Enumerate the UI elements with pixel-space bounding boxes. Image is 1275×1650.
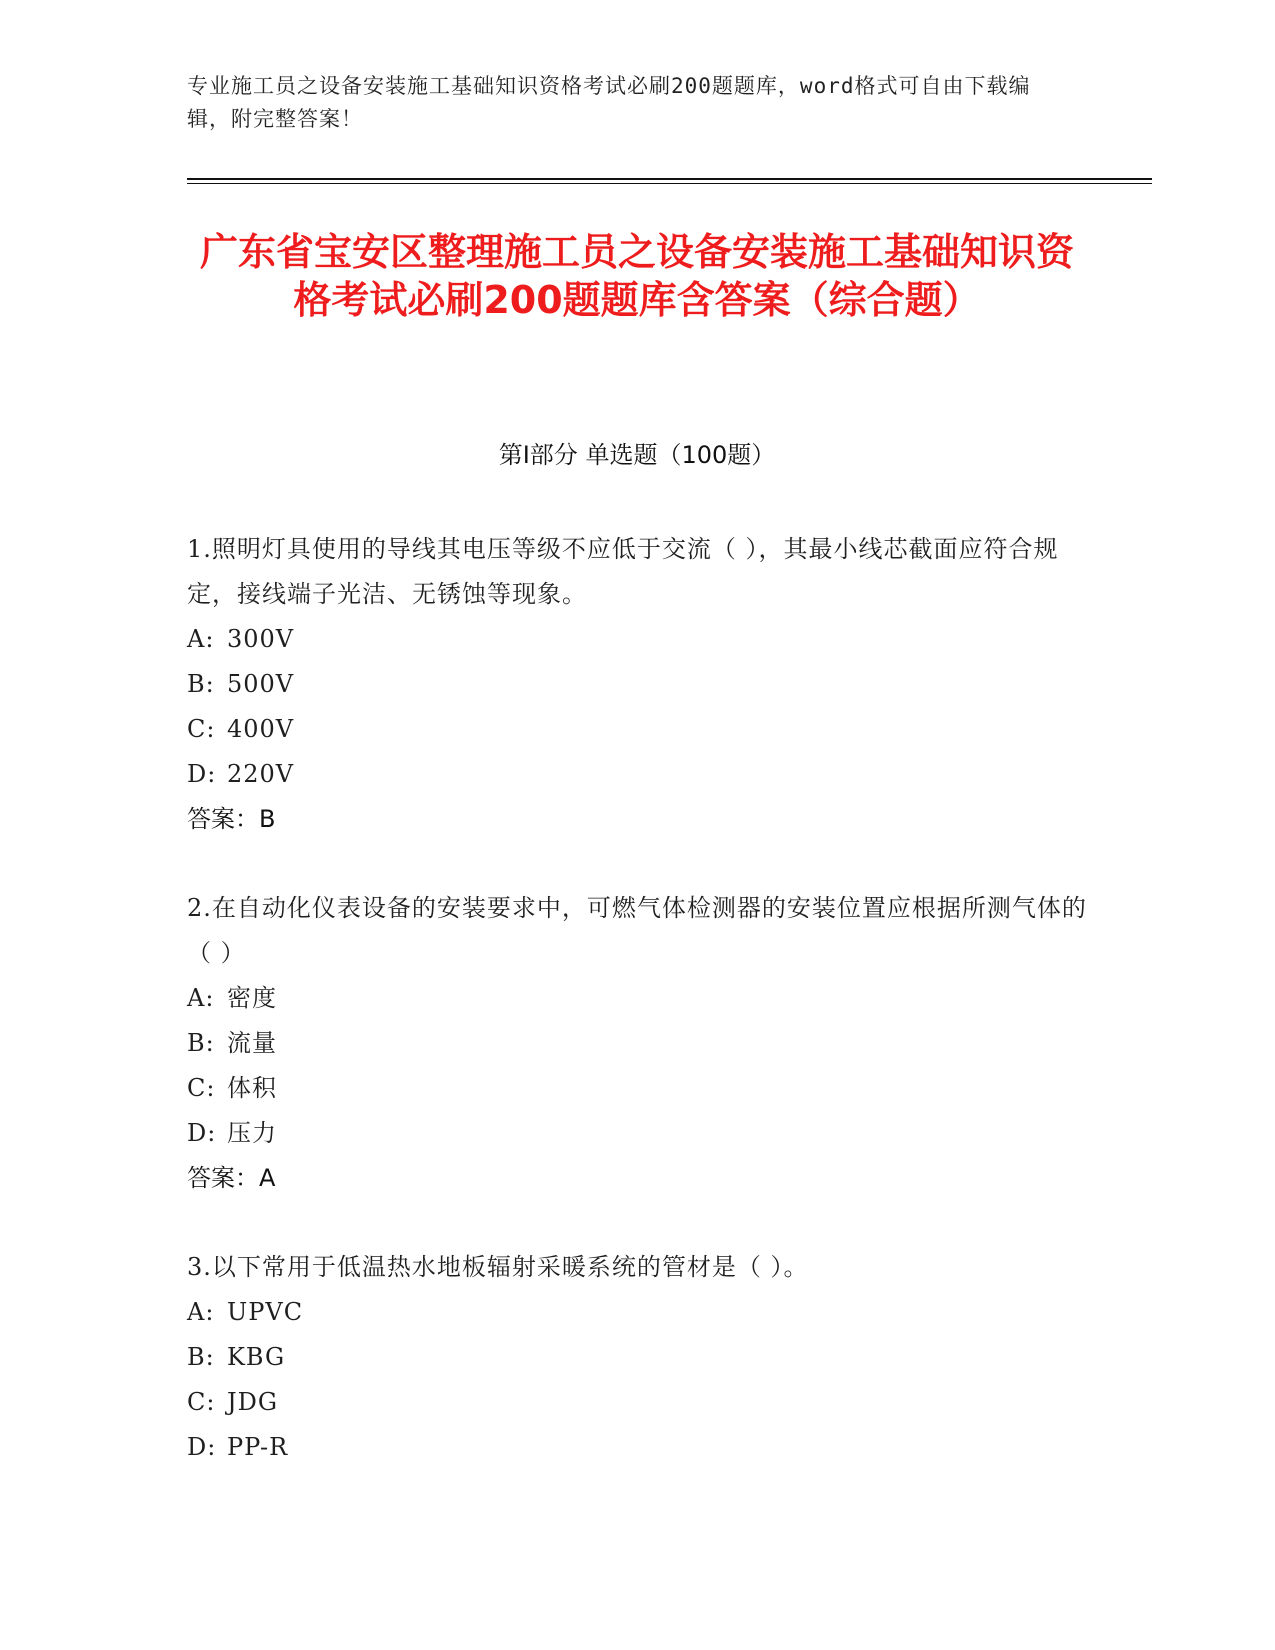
option-key: D: (187, 1119, 217, 1147)
option-value: 500V (227, 670, 295, 698)
question-text: 3.以下常用于低温热水地板辐射采暖系统的管材是（ ）。 (187, 1253, 809, 1281)
option-value: 体积 (227, 1074, 277, 1102)
question-text: 2.在自动化仪表设备的安装要求中，可燃气体检测器的安装位置应根据所测气体的（ ） (187, 894, 1087, 967)
option-c (187, 1066, 1087, 1111)
header-divider-line-secondary (187, 183, 1152, 184)
option-value: 密度 (227, 984, 277, 1012)
option-value: 400V (227, 715, 295, 743)
option-c (187, 1380, 1087, 1425)
option-key: B: (187, 1029, 215, 1057)
option-value: 压力 (227, 1119, 277, 1147)
header-divider-line (187, 178, 1152, 180)
option-value: JDG (227, 1388, 279, 1416)
option-key: D: (187, 760, 217, 788)
option-a (187, 1290, 1087, 1335)
option-key: A: (187, 984, 215, 1012)
answer-line: 答案：A (187, 1164, 276, 1192)
header-note: 专业施工员之设备安装施工基础知识资格考试必刷200题题库，word格式可自由下载编辑，附完整答案！ (187, 74, 1031, 131)
question-item (187, 527, 1087, 842)
option-d (187, 1425, 1087, 1470)
option-b (187, 1335, 1087, 1380)
option-b (187, 1021, 1087, 1066)
option-key: A: (187, 625, 215, 653)
question-text: 1.照明灯具使用的导线其电压等级不应低于交流（ ），其最小线芯截面应符合规定，接线端子光洁、无锈蚀等现象。 (187, 535, 1059, 608)
option-value: PP-R (227, 1433, 289, 1461)
option-key: C: (187, 715, 216, 743)
option-key: A: (187, 1298, 215, 1326)
option-a (187, 976, 1087, 1021)
option-value: UPVC (227, 1298, 304, 1326)
option-key: C: (187, 1388, 216, 1416)
option-d (187, 752, 1087, 797)
option-a (187, 617, 1087, 662)
option-key: B: (187, 1343, 215, 1371)
option-value: 220V (227, 760, 295, 788)
option-b (187, 662, 1087, 707)
question-item (187, 886, 1087, 1201)
section-heading: 第Ⅰ部分 单选题（100题） (498, 441, 776, 469)
document-title: 广东省宝安区整理施工员之设备安装施工基础知识资格考试必刷200题题库含答案（综合题） (199, 230, 1074, 322)
option-value: 流量 (227, 1029, 277, 1057)
option-value: KBG (227, 1343, 286, 1371)
option-c (187, 707, 1087, 752)
question-item (187, 1245, 1087, 1470)
answer-line: 答案：B (187, 805, 276, 833)
option-d (187, 1111, 1087, 1156)
question-list (187, 527, 1087, 1514)
option-key: C: (187, 1074, 216, 1102)
option-key: B: (187, 670, 215, 698)
option-value: 300V (227, 625, 295, 653)
option-key: D: (187, 1433, 217, 1461)
